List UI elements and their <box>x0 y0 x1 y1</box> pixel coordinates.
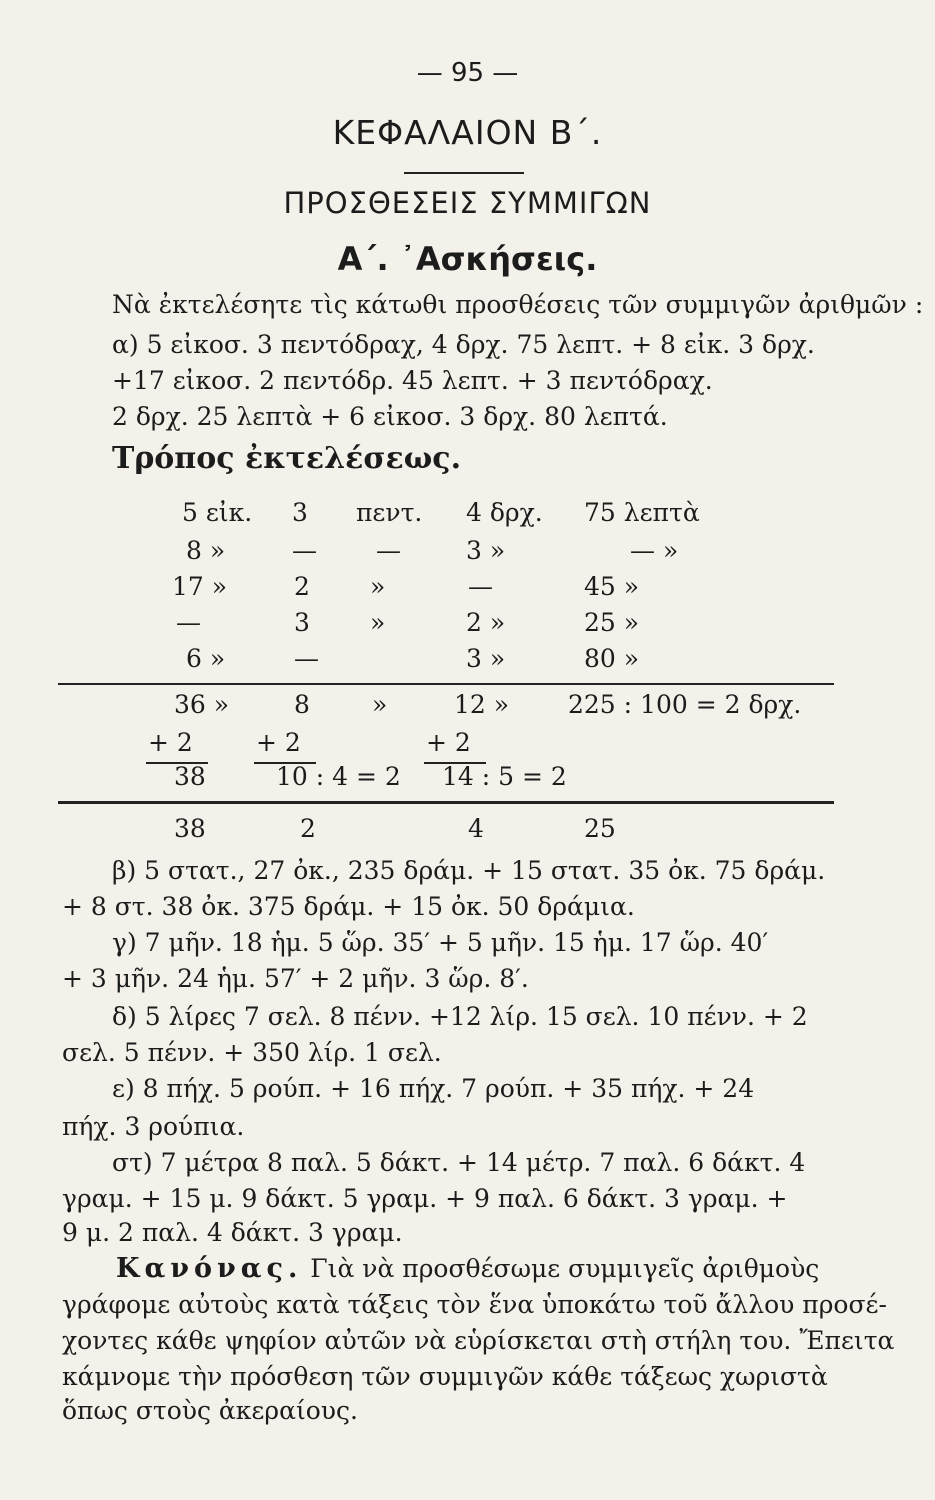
table-cell: 8 » <box>186 536 226 565</box>
table-cell: 25 » <box>584 608 640 637</box>
table-cell: 4 δρχ. <box>466 498 543 527</box>
table-cell: 2 <box>294 572 310 601</box>
carry-cell: + 2 <box>426 728 471 757</box>
table-cell: 17 » <box>172 572 228 601</box>
rule-line: γράφομε αὐτοὺς κατὰ τάξεις τὸν ἕνα ὑποκάτω τοῦ ἄλλου προσέ- <box>62 1290 887 1319</box>
rule-line: ὅπως στοὺς ἀκεραίους. <box>62 1396 358 1425</box>
exercise-line: ε) 8 πήχ. 5 ρούπ. + 16 πήχ. 7 ρούπ. + 35 πήχ. + 24 <box>112 1074 755 1103</box>
table-cell: 75 λεπτὰ <box>584 498 700 527</box>
exercise-line: στ) 7 μέτρα 8 παλ. 5 δάκτ. + 14 μέτρ. 7 παλ. 6 δάκτ. 4 <box>112 1148 806 1177</box>
exercise-a-line: 2 δρχ. 25 λεπτὰ + 6 εἰκοσ. 3 δρχ. 80 λεπτά. <box>112 402 668 431</box>
table-cell: 80 » <box>584 644 640 673</box>
table-cell: πεντ. <box>356 498 423 527</box>
rule-label: Κανόνας. <box>116 1253 303 1284</box>
rule-line: χοντες κάθε ψηφίον αὐτῶν νὰ εὑρίσκεται στὴ στήλη του. Ἔπειτα <box>62 1326 895 1355</box>
table-cell: — » <box>630 536 679 565</box>
chapter-divider <box>404 172 524 174</box>
sum-rule <box>58 683 834 685</box>
table-cell: 3 » <box>466 536 506 565</box>
chapter-title: ΚΕΦΑΛΑΙΟΝ Β΄. <box>332 113 603 152</box>
table-cell: 5 εἰκ. <box>182 498 253 527</box>
exercise-a-line: +17 εἰκοσ. 2 πεντόδρ. 45 λεπτ. + 3 πεντόδραχ. <box>112 366 713 395</box>
exercise-line: + 8 στ. 38 ὀκ. 375 δράμ. + 15 ὀκ. 50 δράμια. <box>62 892 635 921</box>
table-cell: — <box>176 608 201 637</box>
result-cell: 38 <box>174 814 206 843</box>
page-number: — 95 — <box>416 58 519 88</box>
rule-text: Γιὰ νὰ προσθέσωμε συμμιγεῖς ἀριθμοὺς <box>310 1254 820 1283</box>
table-cell: — <box>294 644 319 673</box>
division-cell: 14 : 5 = 2 <box>442 762 567 791</box>
exercise-line: σελ. 5 πένν. + 350 λίρ. 1 σελ. <box>62 1038 442 1067</box>
result-cell: 25 <box>584 814 616 843</box>
method-heading: Τρόπος ἐκτελέσεως. <box>112 441 462 476</box>
subsection-title: Α΄. ᾿Ασκήσεις. <box>337 240 598 278</box>
table-cell: — <box>292 536 317 565</box>
exercise-line: γ) 7 μῆν. 18 ἡμ. 5 ὥρ. 35′ + 5 μῆν. 15 ἡμ. 17 ὥρ. 40′ <box>112 928 769 957</box>
rule-first-line <box>116 1254 819 1284</box>
exercise-line: β) 5 στατ., 27 ὀκ., 235 δράμ. + 15 στατ. 35 ὀκ. 75 δράμ. <box>112 856 826 885</box>
table-cell: — <box>468 572 493 601</box>
result-cell: 2 <box>300 814 316 843</box>
result-cell: 4 <box>468 814 484 843</box>
table-cell: » <box>370 608 386 637</box>
table-cell: 2 » <box>466 608 506 637</box>
division-cell: 10 : 4 = 2 <box>276 762 401 791</box>
rule-line: κάμνομε τὴν πρόσθεση τῶν συμμιγῶν κάθε τάξεως χωριστὰ <box>62 1362 828 1391</box>
sum-cell: 36 » <box>174 690 230 719</box>
table-cell: 3 <box>294 608 310 637</box>
section-title: ΠΡΟΣΘΕΣΕΙΣ ΣΥΜΜΙΓΩΝ <box>283 186 652 220</box>
table-cell: 3 » <box>466 644 506 673</box>
sum-cell: 8 <box>294 690 310 719</box>
exercise-line: δ) 5 λίρες 7 σελ. 8 πένν. +12 λίρ. 15 σελ. 10 πένν. + 2 <box>112 1002 808 1031</box>
exercise-a-line: α) 5 εἰκοσ. 3 πεντόδραχ, 4 δρχ. 75 λεπτ. + 8 εἰκ. 3 δρχ. <box>112 330 815 359</box>
table-cell: — <box>376 536 401 565</box>
result-rule <box>58 801 834 804</box>
sum-cell: » <box>372 690 388 719</box>
exercise-line: 9 μ. 2 παλ. 4 δάκτ. 3 γραμ. <box>62 1218 403 1247</box>
table-cell: » <box>370 572 386 601</box>
exercise-line: + 3 μῆν. 24 ἡμ. 57′ + 2 μῆν. 3 ὥρ. 8′. <box>62 964 529 993</box>
table-cell: 45 » <box>584 572 640 601</box>
table-cell: 6 » <box>186 644 226 673</box>
division-cell: 38 <box>174 762 206 791</box>
exercise-line: πήχ. 3 ρούπια. <box>62 1112 245 1141</box>
intro-line: Νὰ ἐκτελέσητε τὶς κάτωθι προσθέσεις τῶν συμμιγῶν ἀριθμῶν : <box>112 290 924 319</box>
sum-cell: 225 : 100 = 2 δρχ. <box>568 690 802 719</box>
exercise-line: γραμ. + 15 μ. 9 δάκτ. 5 γραμ. + 9 παλ. 6 δάκτ. 3 γραμ. + <box>62 1184 788 1213</box>
carry-cell: + 2 <box>148 728 193 757</box>
sum-cell: 12 » <box>454 690 510 719</box>
carry-cell: + 2 <box>256 728 301 757</box>
table-cell: 3 <box>292 498 308 527</box>
